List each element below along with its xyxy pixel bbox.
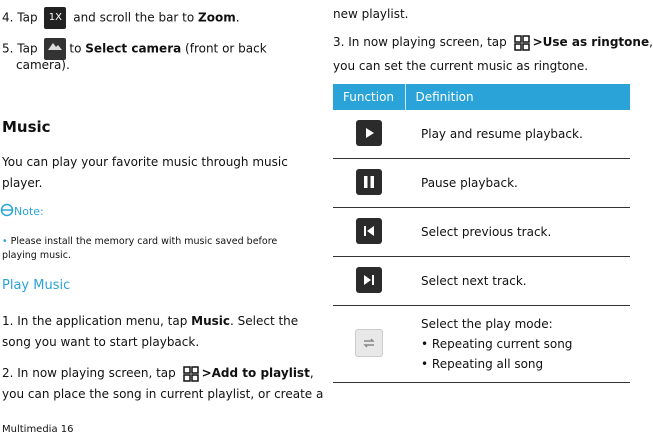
note-label: Note: <box>0 204 44 218</box>
definition-cell: Select previous track. <box>405 208 630 257</box>
step-1-line2: song you want to start playback. <box>2 335 200 349</box>
zoom-level-icon: 1X <box>44 7 66 29</box>
table-row <box>333 159 630 208</box>
step-1: 1. In the application menu, tap Music. Select the <box>2 314 299 328</box>
list-item: • Repeating current song <box>421 337 573 351</box>
continued-text: new playlist. <box>333 7 409 21</box>
step-3-line2: you can set the current music as ringtone. <box>333 59 589 73</box>
table-row <box>333 306 630 383</box>
repeat-mode-icon <box>355 329 383 357</box>
note-text-line2: playing music. <box>2 250 71 261</box>
table-row <box>333 110 630 159</box>
music-desc-line2: player. <box>2 176 43 190</box>
function-table <box>333 84 630 383</box>
step-5: 5. Tap to Select camera (front or back <box>2 38 267 60</box>
step-3: 3. In now playing screen, tap >Use as ringtone, <box>333 35 653 49</box>
music-heading: Music <box>2 118 51 136</box>
step-2-line2: you can place the song in current playlist, or create a <box>2 387 324 401</box>
header-definition: Definition <box>405 84 630 110</box>
step-4: 4. Tap 1X and scroll the bar to Zoom. <box>2 7 240 29</box>
note-text: • Please install the memory card with music saved before <box>2 236 278 247</box>
definition-cell: Select the play mode: <box>421 317 553 331</box>
next-track-icon <box>356 267 382 293</box>
menu-icon <box>515 36 529 50</box>
play-music-subheading: Play Music <box>2 278 71 293</box>
play-icon <box>356 120 382 146</box>
previous-track-icon <box>356 218 382 244</box>
definition-cell: Play and resume playback. <box>405 110 630 159</box>
step-5-line2: camera). <box>16 58 70 72</box>
page-footer: Multimedia 16 <box>2 424 74 435</box>
music-desc-line1: You can play your favorite music through music <box>2 155 288 169</box>
list-item: • Repeating all song <box>421 357 544 371</box>
step-2: 2. In now playing screen, tap >Add to playlist, <box>2 366 314 380</box>
definition-cell: Select next track. <box>405 257 630 306</box>
table-row <box>333 208 630 257</box>
definition-cell: Pause playback. <box>405 159 630 208</box>
note-icon <box>0 204 14 216</box>
header-function: Function <box>333 84 405 110</box>
menu-icon <box>184 367 198 381</box>
pause-icon <box>356 169 382 195</box>
table-header-row <box>333 84 630 110</box>
table-row <box>333 257 630 306</box>
